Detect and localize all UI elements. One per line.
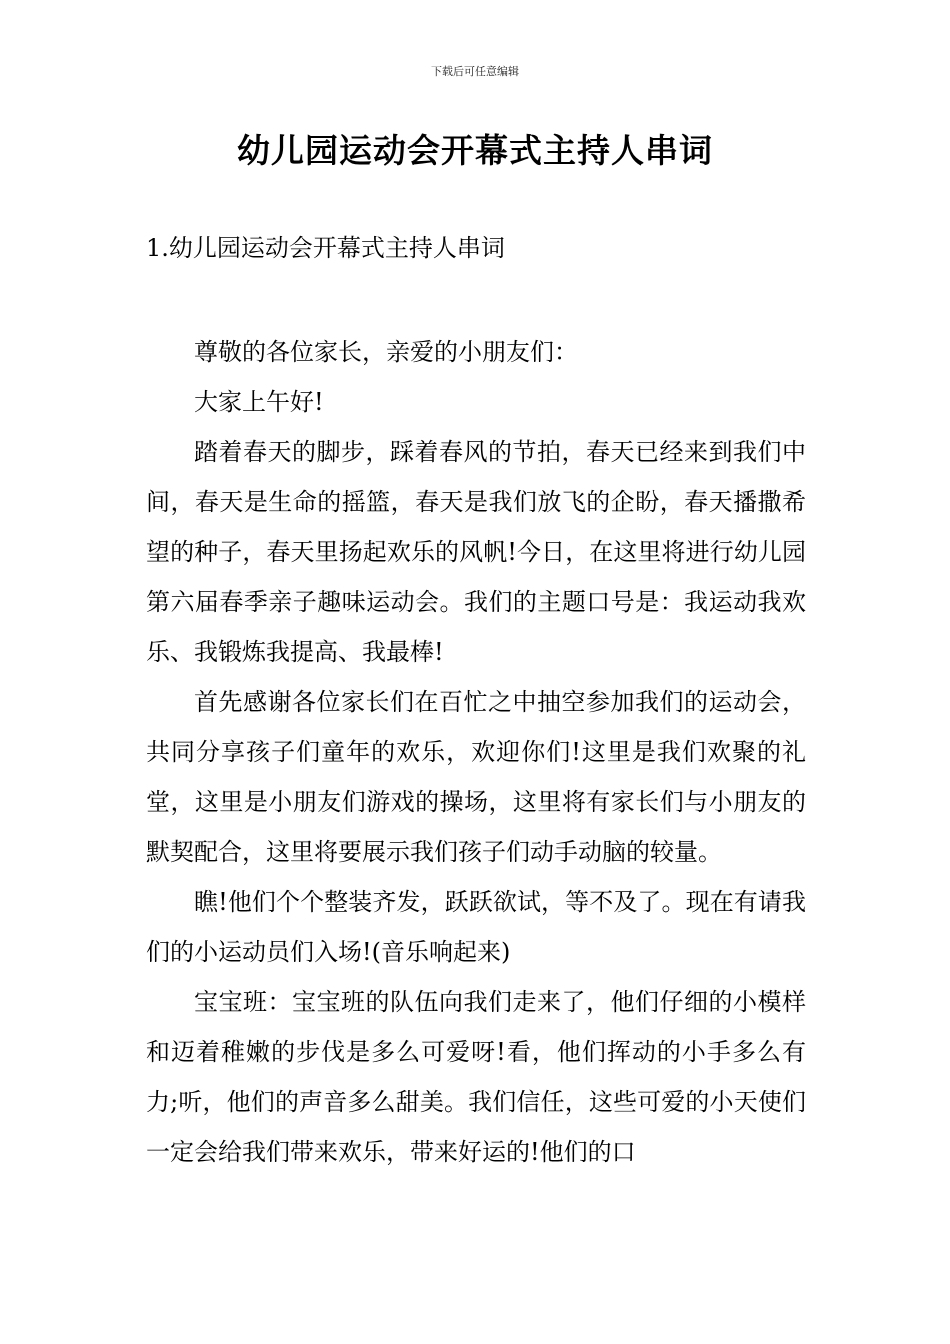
section-heading: 1.幼儿园运动会开幕式主持人串词 (146, 234, 505, 262)
paragraph-baby-class: 宝宝班：宝宝班的队伍向我们走来了，他们仔细的小模样和迈着稚嫩的步伐是多么可爱呀!看，他们挥动的小手多么有力;听，他们的声音多么甜美。我们信任，这些可爱的小天使们一定会给我们带来欢乐，带来好运的!他们的口 (146, 988, 806, 1166)
header-note: 下载后可任意编辑 (431, 65, 519, 78)
paragraph-spring-intro: 踏着春天的脚步，踩着春风的节拍，春天已经来到我们中间，春天是生命的摇篮，春天是我们放飞的企盼，春天播撒希望的种子，春天里扬起欢乐的风帆!今日，在这里将进行幼儿园第六届春季亲子趣味运动会。我们的主题口号是：我运动我欢乐、我锻炼我提高、我最棒! (146, 438, 806, 666)
paragraph-thanks-parents: 首先感谢各位家长们在百忙之中抽空参加我们的运动会，共同分享孩子们童年的欢乐，欢迎你们!这里是我们欢聚的礼堂，这里是小朋友们游戏的操场，这里将有家长们与小朋友的默契配合，这里将要展示我们孩子们动手动脑的较量。 (146, 688, 806, 866)
paragraph-good-morning: 大家上午好! (194, 388, 324, 416)
document-body (146, 327, 806, 1177)
paragraph-athletes-entrance: 瞧!他们个个整装齐发，跃跃欲试，等不及了。现在有请我们的小运动员们入场!(音乐响起来) (146, 888, 806, 966)
document-title: 幼儿园运动会开幕式主持人串词 (237, 131, 713, 170)
paragraph-greeting: 尊敬的各位家长，亲爱的小朋友们： (194, 338, 578, 366)
